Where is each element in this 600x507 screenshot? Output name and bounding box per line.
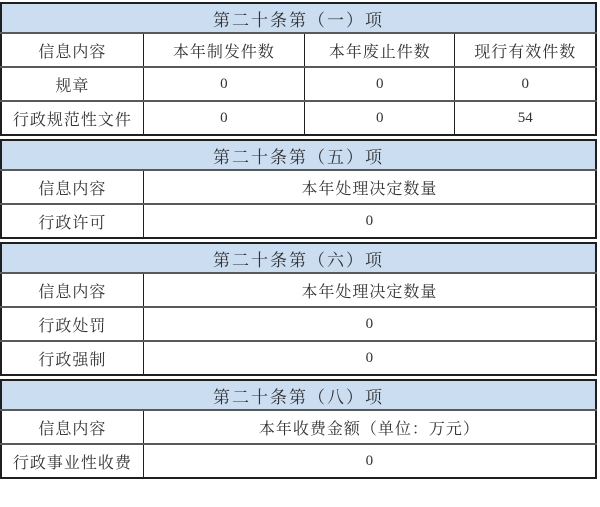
column-header: 本年收费金额（单位：万元） bbox=[143, 410, 596, 444]
section-title: 第二十条第（六）项 bbox=[1, 243, 596, 273]
cell-value: 0 bbox=[143, 204, 596, 238]
section-table bbox=[0, 2, 597, 136]
cell-value: 0 bbox=[304, 67, 455, 101]
section-title: 第二十条第（八）项 bbox=[1, 380, 596, 410]
section-title: 第二十条第（一）项 bbox=[1, 3, 596, 33]
column-header: 信息内容 bbox=[1, 170, 143, 204]
section-table bbox=[0, 379, 597, 479]
cell-value: 0 bbox=[143, 307, 596, 341]
section-table bbox=[0, 242, 597, 376]
column-header-row bbox=[1, 170, 596, 204]
column-header: 本年制发件数 bbox=[143, 33, 304, 67]
row-label: 行政事业性收费 bbox=[1, 444, 143, 478]
table-row bbox=[1, 341, 596, 375]
table-row bbox=[1, 101, 596, 135]
table-row bbox=[1, 204, 596, 238]
column-header: 本年废止件数 bbox=[304, 33, 455, 67]
section-title-row bbox=[1, 243, 596, 273]
row-label: 行政许可 bbox=[1, 204, 143, 238]
column-header: 本年处理决定数量 bbox=[143, 170, 596, 204]
cell-value: 0 bbox=[304, 101, 455, 135]
column-header-row bbox=[1, 33, 596, 67]
row-label: 行政规范性文件 bbox=[1, 101, 143, 135]
row-label: 规章 bbox=[1, 67, 143, 101]
column-header-row bbox=[1, 410, 596, 444]
report-tables bbox=[0, 2, 597, 479]
cell-value: 0 bbox=[143, 444, 596, 478]
section-title-row bbox=[1, 3, 596, 33]
cell-value: 54 bbox=[455, 101, 596, 135]
cell-value: 0 bbox=[455, 67, 596, 101]
table-row bbox=[1, 307, 596, 341]
row-label: 行政处罚 bbox=[1, 307, 143, 341]
section-table bbox=[0, 139, 597, 239]
column-header: 本年处理决定数量 bbox=[143, 273, 596, 307]
column-header: 信息内容 bbox=[1, 33, 143, 67]
cell-value: 0 bbox=[143, 67, 304, 101]
column-header: 信息内容 bbox=[1, 273, 143, 307]
column-header: 现行有效件数 bbox=[455, 33, 596, 67]
section-title-row bbox=[1, 140, 596, 170]
row-label: 行政强制 bbox=[1, 341, 143, 375]
section-title: 第二十条第（五）项 bbox=[1, 140, 596, 170]
column-header: 信息内容 bbox=[1, 410, 143, 444]
column-header-row bbox=[1, 273, 596, 307]
table-row bbox=[1, 67, 596, 101]
cell-value: 0 bbox=[143, 101, 304, 135]
cell-value: 0 bbox=[143, 341, 596, 375]
section-title-row bbox=[1, 380, 596, 410]
table-row bbox=[1, 444, 596, 478]
